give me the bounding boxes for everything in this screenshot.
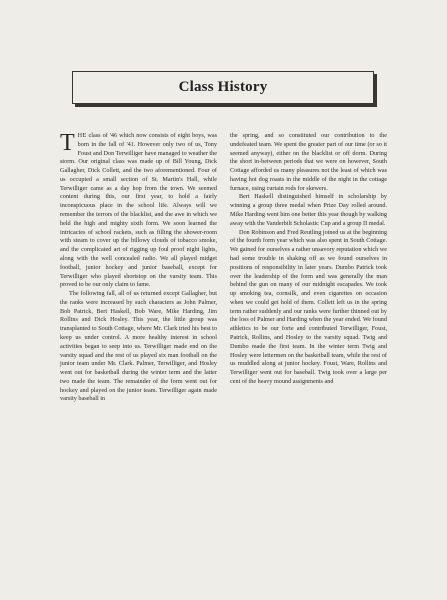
paragraph: Don Robinson and Fred Reutling joined us at the beginning of the fourth form year which was also spent in South Cottage. We gained for ourselves a rather unsavory reputation which we had some trouble in shaking off as we found ourselves in positions of responsibility in later years. Dumbo Patrick took over the leadership of the form and was generally the man behind the gun on many of our midnight escapades. We took up smoking tea, cornsilk, and even cigarettes on occasion when we could get hold of them. Collett left us in the spring term rather suddenly and our ranks were further thinned out by the loss of Palmer and Harding when the year ended. We found athletics to be our forte and contributed Terwilliger, Foust, Patrick, Rollins, and Hosley to the varsity squad. Twig and Dumbo made the first team. In the winter term Twig and Hosley were lettermen on the basketball team, while the rest of us muddled along at junior hockey. Foust, Ware, Rollins and Terwilliger went out for baseball. Twig took over a large per cent of the heavy mound assignments and (230, 228, 387, 385)
paragraph: the spring, and so constituted our contribution to the undefeated team. We spent the greater part of our time (or so it seemed anyway), either on the blacklist or off dorm. During the short in-between periods that we were on however, South Cottage afforded us many pleasures not the least of which was having hot dog roasts in the middle of the night in the cottage furnace, using curtain rods for skewers. (230, 132, 387, 192)
paragraph (60, 132, 217, 290)
left-column (60, 132, 217, 404)
paragraph: Bert Haskell distinguished himself in scholarship by winning a group three medal when Prize Day rolled around. Mike Harding went him one better this year though by walking away with the Vanderbilt Scholastic Cup and a group II medal. (230, 193, 387, 227)
paragraph: The following fall, all of us returned except Gallagher, but the ranks were increased by such characters as John Palmer, Bob Patrick, Bert Haskell, Bob Ware, Mike Harding, Jim Rollins and Dick Hosley. This year, the little group was transplanted to South Cottage, where Mr. Clark tried his best to keep us under control. A more healthy interest in school activities began to seep into us. Terwilliger made end on the varsity squad and the rest of us played six man football on the junior team under Mr. Clark. Palmer, Terwilliger, and Hosley went out for basketball during the winter term and the latter two made the team. The remainder of the form went out for hockey and played on the junior team. Terwilliger again made varsity baseball in (60, 290, 217, 403)
right-column (230, 132, 387, 387)
paragraph-text: class of '46 which now consists of eight boys, was born in the fall of '41. However only two of us, Tony Foust and Don Terwilliger have managed to weather the storm. Our original class was made up of Bill Young, Dick Gallagher, Dick Collett, and the two aforementioned. Four of us occupied a small section of St. Martin's Hall, while Terwilliger came as a day hop from the town. We seemed content during this, our first year, to hold a fairly inconspicuous place in the school life. Always will we remember the terrors of the blacklist, and the awe in which we held the high and mighty sixth form. We soon learned the intricacies of school rackets, such as filling the shower-room with steam to cover up the billowy clouds of tobacco smoke, and the complicated art of rigging up foul proof night lights, along with the well concealed radio. We all played midget football, junior hockey and junior baseball, except for Terwilliger who played shortstop on the varsity team. This proved to be our only claim to fame. (60, 132, 217, 289)
lead-word: HE (77, 132, 87, 139)
title-box (72, 71, 374, 104)
page-title: Class History (178, 79, 268, 95)
drop-cap: T (60, 130, 75, 156)
